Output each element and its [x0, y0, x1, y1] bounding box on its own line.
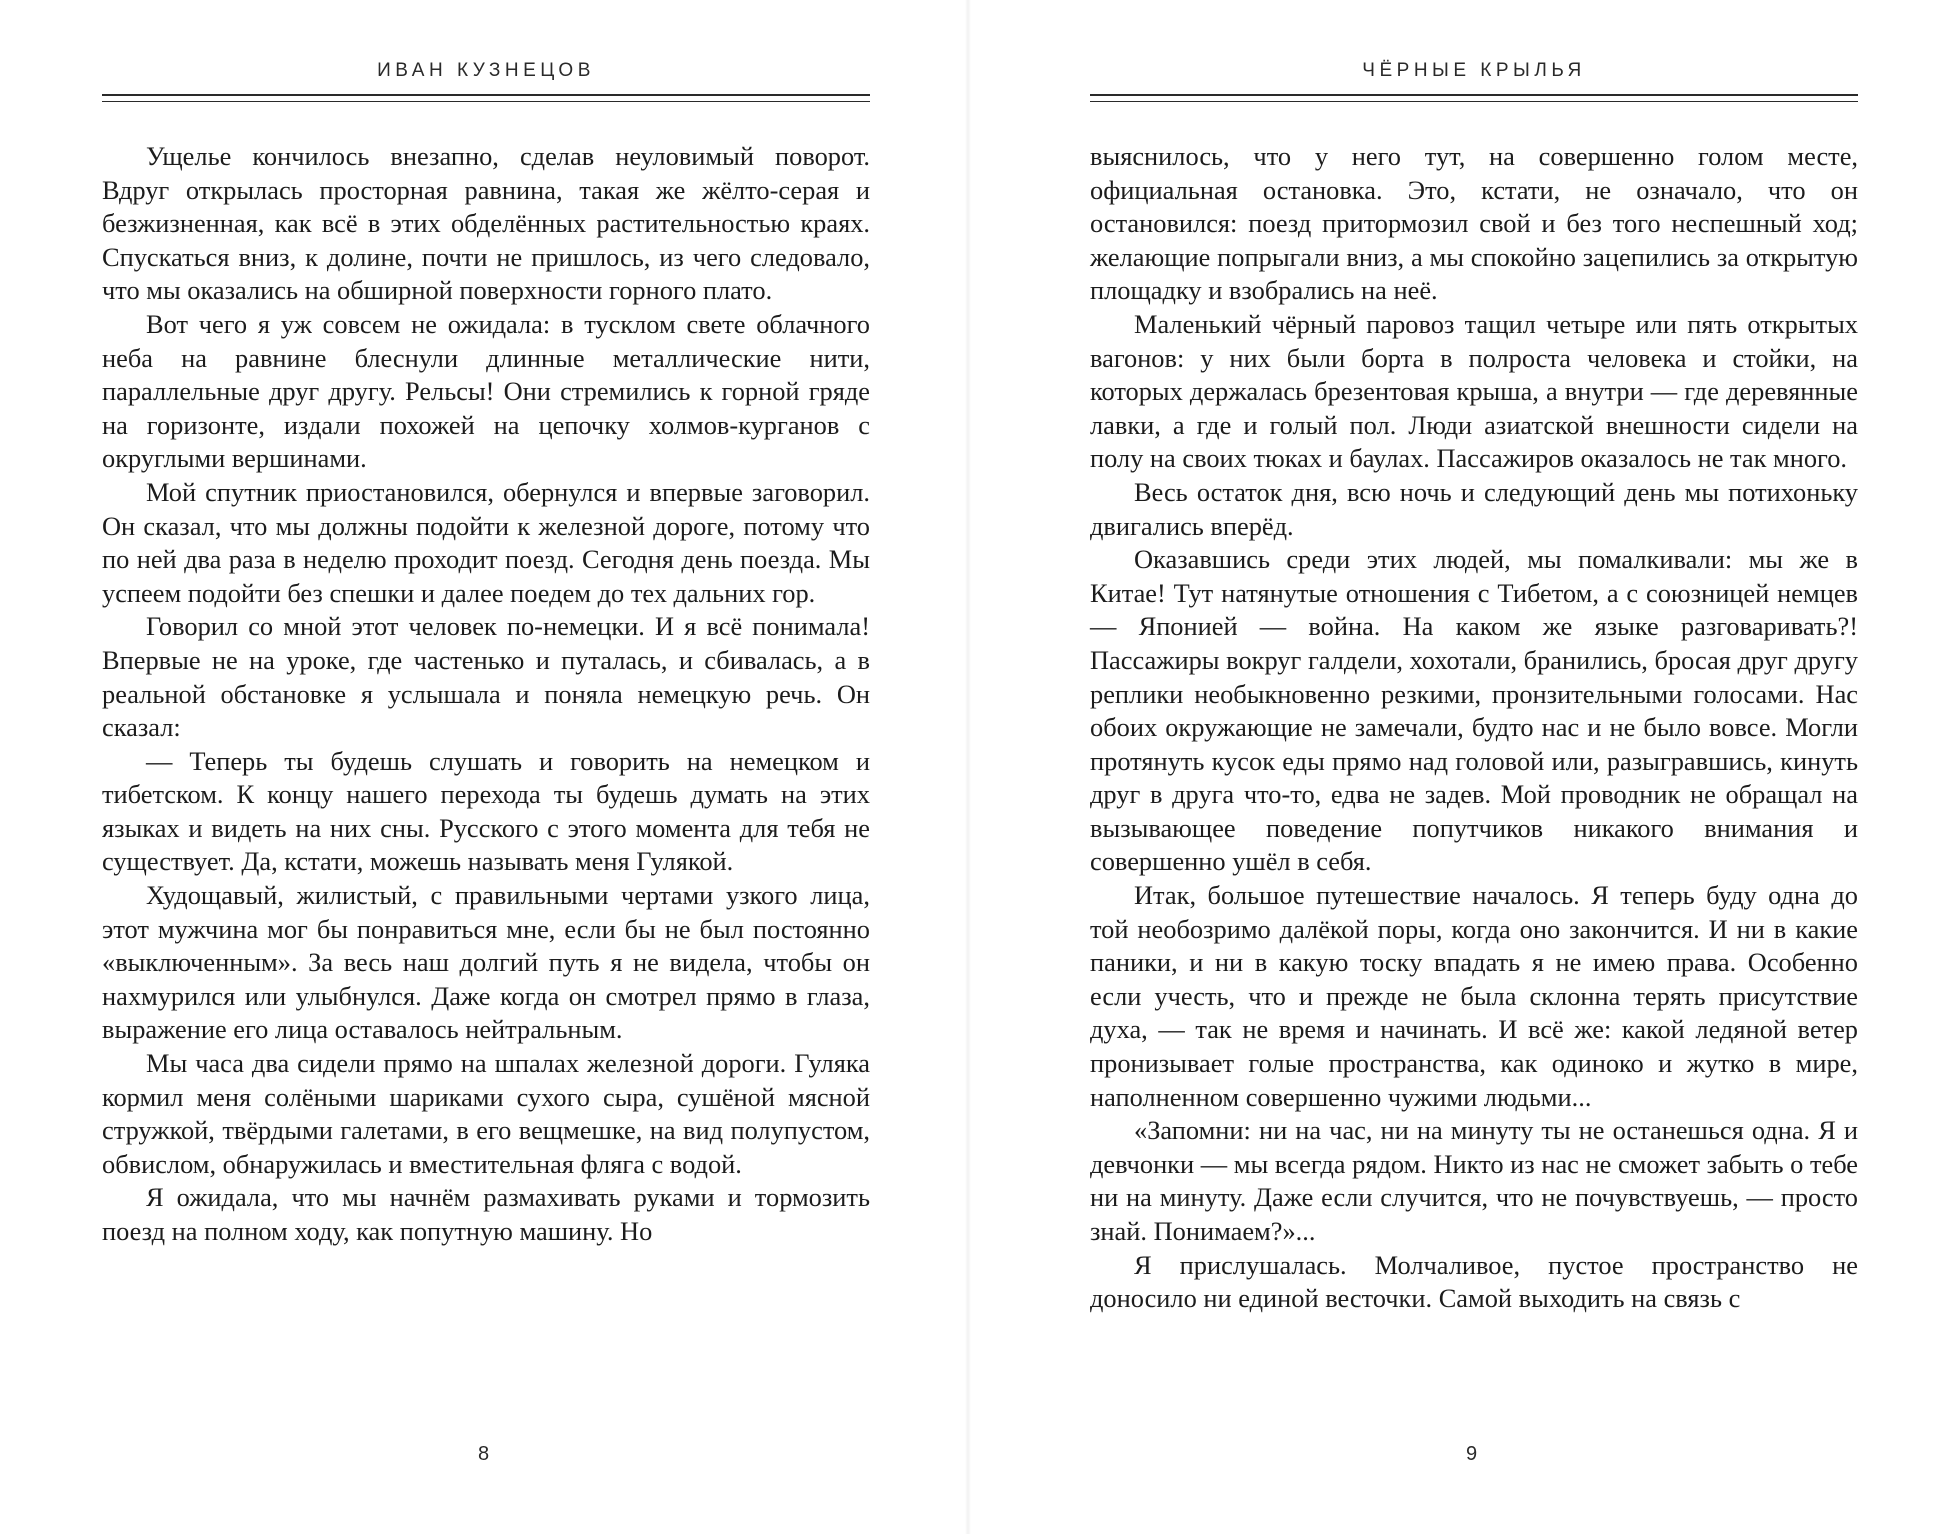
paragraph: Весь остаток дня, всю ночь и следующий день мы потихоньку двигались вперёд.: [1090, 476, 1858, 541]
paragraph: Худощавый, жилистый, с правильными чертами узкого лица, этот мужчина мог бы понравиться мне, если бы не был постоянно «выключенным». За весь наш долгий путь я не видела, чтобы он нахмурился или улыбнулся. Даже когда он смотрел прямо в глаза, выражение его лица оставалось нейтральным.: [102, 880, 870, 1045]
paragraph: Я ожидала, что мы начнём размахивать руками и тормозить поезд на полном ходу, как попутную машину. Но: [102, 1182, 870, 1246]
paragraph: Мы часа два сидели прямо на шпалах железной дороги. Гуляка кормил меня солёными шариками сухого сыра, сушёной мясной стружкой, твёрдыми галетами, в его вещмешке, на вид полупустом, обвислом, обнаружилась и вместительная фляга с водой.: [102, 1048, 870, 1179]
paragraph: Говорил со мной этот человек по-немецки. И я всё понимала! Впервые не на уроке, где частенько и путалась, и сбивалась, а в реальной обстановке я услышала и поняла немецкую речь. Он сказал:: [102, 611, 870, 743]
paragraph: Я прислушалась. Молчаливое, пустое пространство не доносило ни единой весточки. Самой выходить на связь с: [1090, 1249, 1858, 1314]
paragraph: Мой спутник приостановился, обернулся и впервые заговорил. Он сказал, что мы должны подойти к железной дороге, потому что по ней два раза в неделю проходит поезд. Сегодня день поезда. Мы успеем подойти без спешки и далее поедем до тех дальних гор.: [102, 476, 870, 608]
body-text: [1090, 140, 1858, 1316]
header-rule: [102, 94, 870, 102]
paragraph: Маленький чёрный паровоз тащил четыре или пять открытых вагонов: у них были борта в полроста человека и стойки, на которых держалась брезентовая крыша, а внутри — где деревянные лавки, а где и голый пол. Люди азиатской внешности сидели на полу на своих тюках и баулах. Пассажиров оказалось не так много.: [1090, 308, 1858, 474]
paragraph: Оказавшись среди этих людей, мы помалкивали: мы же в Китае! Тут натянутые отношения с Тибетом, а с союзницей немцев — Японией — война. На каком же языке разговаривать?! Пассажиры вокруг галдели, хохотали, бранились, бросая друг другу реплики необыкновенно резкими, пронзительными голосами. Нас обоих окружающие не замечали, будто нас и не было вовсе. Могли протянуть кусок еды прямо над головой или, разыгравшись, кинуть друг в друга что-то, едва не задев. Мой проводник не обращал на вызывающее поведение попутчиков никакого внимания и совершенно ушёл в себя.: [1090, 544, 1858, 877]
right-page: [968, 0, 1937, 1534]
left-page: [0, 0, 968, 1534]
paragraph: Ущелье кончилось внезапно, сделав неуловимый поворот. Вдруг открылась просторная равнина, такая же жёлто-серая и безжизненная, как всё в этих обделённых растительностью краях. Спускаться вниз, к долине, почти не пришлось, из чего следовало, что мы оказались на обширной поверхности горного плато.: [102, 141, 870, 306]
paragraph: «Запомни: ни на час, ни на минуту ты не останешься одна. Я и девчонки — мы всегда рядом. Никто из нас не сможет забыть о тебе ни на минуту. Даже если случится, что не почувствуешь, — просто знай. Понимаем?»...: [1090, 1115, 1858, 1246]
paragraph: — Теперь ты будешь слушать и говорить на немецком и тибетском. К концу нашего перехода ты будешь думать на этих языках и видеть на них сны. Русского с этого момента для тебя не существует. Да, кстати, можешь называть меня Гулякой.: [102, 745, 870, 877]
running-head-author: ИВАН КУЗНЕЦОВ: [377, 60, 595, 81]
running-head-title: ЧЁРНЫЕ КРЫЛЬЯ: [1362, 60, 1586, 81]
body-text: [102, 140, 870, 1249]
paragraph: Итак, большое путешествие началось. Я теперь буду одна до той необозримо далёкой поры, когда оно закончится. И ни в какие паники, и ни в какую тоску впадать я не имею права. Особенно если учесть, что и прежде не была склонна терять присутствие духа, — так не время и начинать. И всё же: какой ледяной ветер пронизывает голые пространства, как одиноко и жутко в мире, наполненном совершенно чужими людьми...: [1090, 880, 1858, 1112]
page-number: 9: [1466, 1443, 1478, 1465]
paragraph: Вот чего я уж совсем не ожидала: в тусклом свете облачного неба на равнине блеснули длинные металлические нити, параллельные друг другу. Рельсы! Они стремились к горной гряде на горизонте, издали похожей на цепочку холмов-курганов с округлыми вершинами.: [102, 308, 870, 474]
page-number: 8: [478, 1443, 490, 1465]
paragraph-continuation: выяснилось, что у него тут, на совершенно голом месте, официальная остановка. Это, кстати, не означало, что он остановился: поезд притормозил свой и без того неспешный ход; желающие попрыгали вниз, а мы спокойно зацепились за открытую площадку и взобрались на неё.: [1090, 141, 1858, 306]
header-rule: [1090, 94, 1858, 102]
